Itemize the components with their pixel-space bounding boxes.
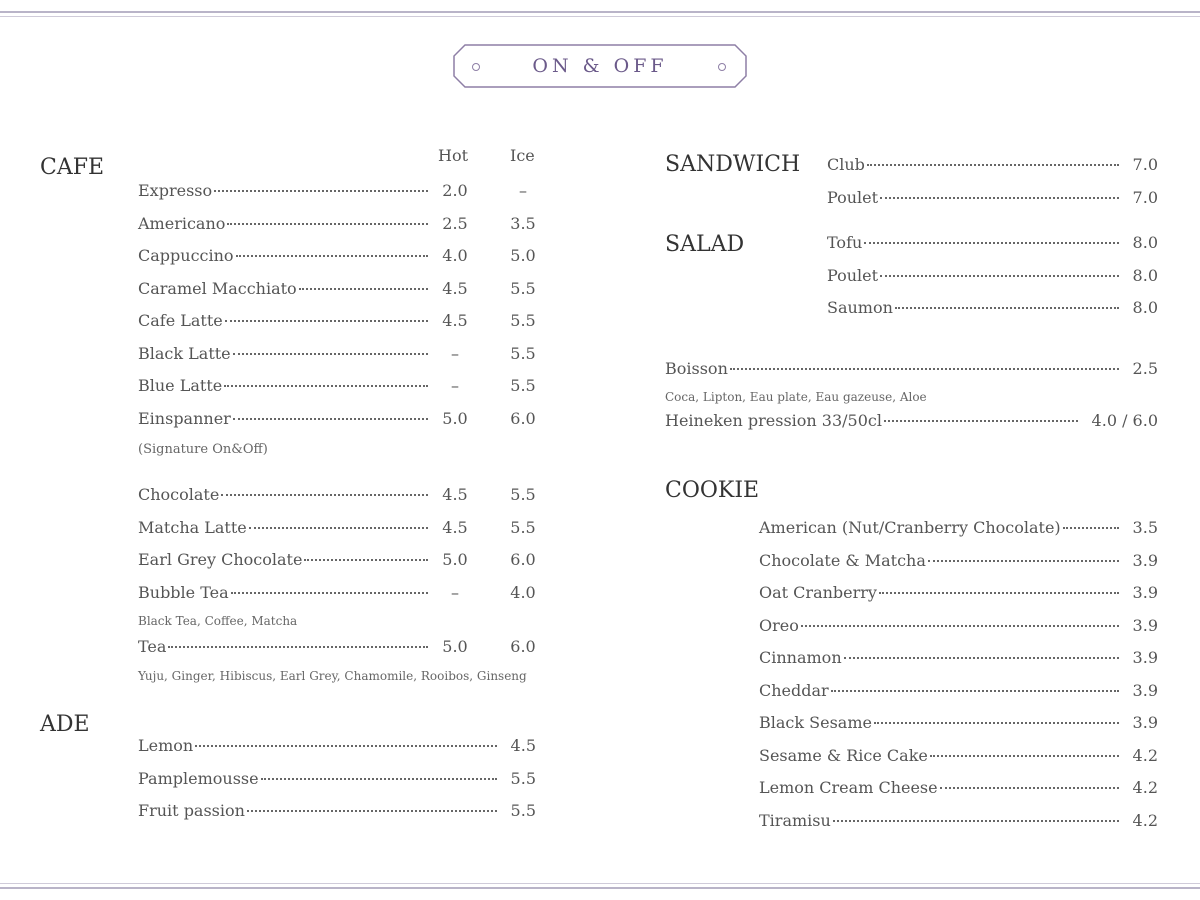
item-name: Expresso: [138, 181, 213, 200]
item-price: 4.5: [510, 736, 536, 755]
heineken-row: [665, 411, 1158, 433]
item-name: Oreo: [759, 615, 799, 635]
hot-price: –: [451, 376, 459, 395]
ice-price: 5.5: [510, 517, 536, 537]
item-price: 4.2: [1132, 810, 1158, 830]
item-price: 3.9: [1132, 648, 1158, 667]
item-price: 8.0: [1132, 265, 1158, 285]
item-name: Cheddar: [759, 680, 829, 700]
dot-leader: [261, 778, 497, 780]
item-name: Earl Grey Chocolate: [138, 550, 303, 569]
item-name: Pamplemousse: [138, 768, 259, 788]
dot-leader: [880, 197, 1118, 199]
item-price: 3.9: [1132, 615, 1158, 635]
top-border-line: [0, 11, 1200, 13]
dot-leader: [884, 420, 1078, 422]
dot-leader: [895, 307, 1119, 309]
dot-leader: [227, 223, 428, 225]
item-price: 3.9: [1132, 680, 1158, 700]
hot-price: 2.0: [442, 181, 468, 200]
item-name: Poulet: [827, 265, 879, 285]
item-price: 3.9: [1132, 550, 1158, 570]
dot-leader: [831, 690, 1119, 692]
dot-leader: [249, 527, 428, 529]
cafe-row: [138, 246, 430, 268]
item-price: 8.0: [1132, 298, 1158, 317]
cookie-row: [759, 778, 1158, 800]
ice-price: 5.5: [510, 278, 536, 298]
hot-price: –: [451, 582, 459, 602]
item-name: Club: [827, 155, 865, 174]
item-name: Blue Latte: [138, 376, 223, 395]
item-price: 4.2: [1132, 778, 1158, 797]
salad-row: [827, 266, 1158, 288]
item-name: Boisson: [665, 359, 728, 378]
cafe-row: [138, 550, 430, 572]
item-name: Bubble Tea: [138, 582, 229, 602]
sandwich-heading: SANDWICH: [665, 152, 801, 177]
ice-price: 6.0: [510, 550, 536, 569]
bottom-border-line: [0, 887, 1200, 889]
cafe-row: [138, 518, 430, 540]
cafe-heading: CAFE: [40, 155, 105, 180]
salad-heading: SALAD: [665, 232, 745, 257]
item-name: Chocolate & Matcha: [759, 550, 926, 570]
cafe-row: [138, 311, 430, 333]
dot-leader: [233, 418, 428, 420]
cookie-row: [759, 551, 1158, 573]
dot-leader: [874, 722, 1119, 724]
dot-leader: [1063, 527, 1119, 529]
hot-price: –: [451, 343, 459, 363]
dot-leader: [195, 745, 496, 747]
cafe-row: [138, 279, 430, 301]
cookie-row: [759, 583, 1158, 605]
ice-price: 3.5: [510, 213, 536, 233]
dot-leader: [221, 494, 428, 496]
top-border-line-inner: [0, 16, 1200, 17]
dot-leader: [880, 275, 1118, 277]
hot-price: 4.5: [442, 517, 468, 537]
ade-row: [138, 801, 536, 823]
dot-leader: [299, 288, 428, 290]
dot-leader: [940, 787, 1119, 789]
hot-price: 5.0: [442, 550, 468, 569]
cookie-row: [759, 713, 1158, 735]
dot-leader: [214, 190, 428, 192]
hot-price: 4.0: [442, 246, 468, 265]
cookie-row: [759, 648, 1158, 670]
ice-price: 5.5: [510, 311, 536, 330]
dot-leader: [928, 560, 1119, 562]
cookie-row: [759, 811, 1158, 833]
hot-price: 2.5: [442, 213, 468, 233]
dot-leader: [168, 646, 428, 648]
cookie-row: [759, 518, 1158, 540]
dot-leader: [930, 755, 1119, 757]
item-price: 7.0: [1132, 187, 1158, 207]
item-price: 5.5: [510, 801, 536, 820]
item-price: 7.0: [1132, 155, 1158, 174]
item-name: Einspanner: [138, 408, 231, 428]
item-name: Americano: [138, 213, 226, 233]
sandwich-row: [827, 155, 1158, 177]
hot-price: 4.5: [442, 311, 468, 330]
dot-leader: [833, 820, 1119, 822]
bubble-tea-note: Black Tea, Coffee, Matcha: [138, 614, 298, 628]
bottom-border-line-inner: [0, 883, 1200, 884]
ade-row: [138, 769, 536, 791]
cafe-row: [138, 214, 430, 236]
item-name: Tofu: [827, 233, 863, 252]
item-price: 3.5: [1132, 518, 1158, 537]
item-name: Sesame & Rice Cake: [759, 745, 928, 765]
tea-note: Yuju, Ginger, Hibiscus, Earl Grey, Chamomile, Rooibos, Ginseng: [138, 669, 527, 683]
item-name: Saumon: [827, 298, 893, 317]
item-price: 4.0 / 6.0: [1091, 411, 1158, 430]
item-name: Black Sesame: [759, 713, 872, 732]
boisson-row: [665, 359, 1158, 381]
dot-leader: [233, 353, 428, 355]
item-name: Matcha Latte: [138, 517, 247, 537]
item-name: Cappuccino: [138, 246, 234, 265]
salad-row: [827, 233, 1158, 255]
cookie-row: [759, 746, 1158, 768]
dot-leader: [879, 592, 1119, 594]
cookie-heading: COOKIE: [665, 478, 760, 503]
cookie-row: [759, 681, 1158, 703]
dot-leader: [231, 592, 428, 594]
item-name: Caramel Macchiato: [138, 278, 297, 298]
item-price: 5.5: [510, 768, 536, 788]
hot-price: 5.0: [442, 408, 468, 428]
ice-price: 5.5: [510, 376, 536, 395]
item-name: Cinnamon: [759, 648, 842, 667]
cafe-row: [138, 485, 430, 507]
item-name: Lemon: [138, 736, 194, 755]
ice-price: 6.0: [510, 637, 536, 656]
item-name: Fruit passion: [138, 801, 245, 820]
ice-price: 4.0: [510, 582, 536, 602]
sandwich-row: [827, 188, 1158, 210]
item-name: Lemon Cream Cheese: [759, 778, 938, 797]
dot-leader: [304, 559, 428, 561]
item-name: Black Latte: [138, 343, 231, 363]
col-ice-header: Ice: [510, 146, 535, 165]
dot-leader: [247, 810, 497, 812]
ice-price: 5.5: [510, 485, 536, 504]
ade-row: [138, 736, 536, 758]
menu-title: ON & OFF: [532, 55, 668, 77]
dot-leader: [864, 242, 1118, 244]
hot-price: 4.5: [442, 278, 468, 298]
cafe-row: [138, 181, 430, 203]
col-hot-header: Hot: [438, 146, 469, 165]
cafe-row: [138, 583, 430, 605]
cafe-row: [138, 344, 430, 366]
item-name: American (Nut/Cranberry Chocolate): [759, 518, 1061, 537]
dot-leader: [236, 255, 428, 257]
ade-heading: ADE: [40, 712, 90, 737]
item-price: 3.9: [1132, 713, 1158, 732]
item-name: Chocolate: [138, 485, 220, 504]
item-name: Poulet: [827, 187, 879, 207]
einspanner-note: (Signature On&Off): [138, 442, 268, 457]
item-name: Tea: [138, 637, 167, 656]
dot-leader: [225, 320, 428, 322]
item-name: Heineken pression 33/50cl: [665, 411, 882, 430]
dot-leader: [224, 385, 428, 387]
item-price: 3.9: [1132, 583, 1158, 602]
item-name: Cafe Latte: [138, 311, 223, 330]
dot-leader: [730, 368, 1119, 370]
cafe-row: [138, 409, 430, 431]
item-price: 2.5: [1132, 359, 1158, 378]
hot-price: 4.5: [442, 485, 468, 504]
cookie-row: [759, 616, 1158, 638]
dot-leader: [844, 657, 1119, 659]
boisson-note: Coca, Lipton, Eau plate, Eau gazeuse, Aloe: [665, 390, 927, 404]
salad-row: [827, 298, 1158, 320]
dot-leader: [867, 164, 1119, 166]
item-price: 4.2: [1132, 745, 1158, 765]
cafe-row: [138, 376, 430, 398]
ice-price: –: [519, 181, 527, 200]
hot-price: 5.0: [442, 637, 468, 656]
ice-price: 5.5: [510, 343, 536, 363]
item-price: 8.0: [1132, 233, 1158, 252]
item-name: Oat Cranberry: [759, 583, 877, 602]
cafe-row: [138, 637, 430, 659]
ice-price: 5.0: [510, 246, 536, 265]
dot-leader: [801, 625, 1119, 627]
item-name: Tiramisu: [759, 810, 831, 830]
ice-price: 6.0: [510, 408, 536, 428]
